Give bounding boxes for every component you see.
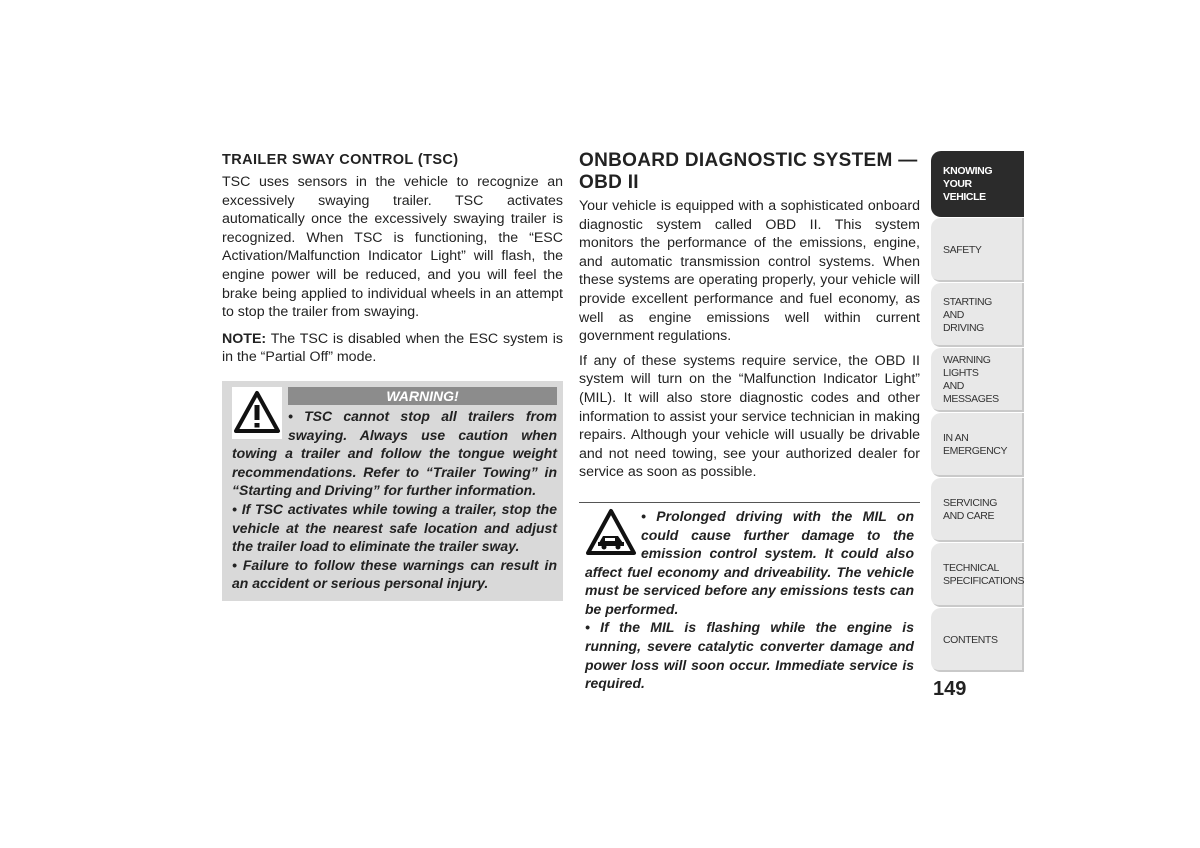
obd-heading: ONBOARD DIAGNOSTIC SYSTEM — OBD II [579,150,918,193]
tab-contents[interactable]: CONTENTS [931,608,1024,672]
warning-triangle-icon [232,387,282,439]
tsc-warning-box [222,381,563,601]
tab-warning-lights-and-messages[interactable]: WARNING LIGHTS AND MESSAGES [931,348,1024,412]
chapter-tabs [931,151,1024,673]
tab-knowing-your-vehicle[interactable]: KNOWING YOUR VEHICLE [931,151,1024,217]
tab-in-an-emergency[interactable]: IN AN EMERGENCY [931,413,1024,477]
warning-bullet: • TSC cannot stop all trailers from swaying. Always use caution when towing a trailer and follow the tongue weight recommendations. Refer to “Trailer Towing” in “Starting and Driving” for further information. [232,407,557,499]
right-column [579,150,920,697]
tab-safety[interactable]: SAFETY [931,218,1024,282]
tab-servicing-and-care[interactable]: SERVICING AND CARE [931,478,1024,542]
caution-bullet: • If the MIL is flashing while the engine is running, severe catalytic converter damage and power loss will soon occur. Immediate service is required. [585,619,914,692]
caution-bullet: • Prolonged driving with the MIL on could cause further damage to the emission control system. It could also affect fuel economy and driveability. The vehicle must be serviced before any emissions tests can be performed. [585,507,914,617]
note-label: NOTE: [222,330,267,347]
warning-bullet: • Failure to follow these warnings can result in an accident or serious personal injury. [232,556,557,592]
warning-bullet: • If TSC activates while towing a trailer, stop the vehicle at the nearest safe location and adjust the trailer load to eliminate the trailer sway. [232,500,557,555]
tsc-paragraph: TSC uses sensors in the vehicle to recognize an excessively swaying trailer. TSC activates automatically once the excessively swaying trailer is recognized. When TSC is functioning, the “ESC Activation/Malfunction Indicator Light” will flash, the engine power will be reduced, and you will feel the brake being applied to individual wheels in an attempt to stop the trailer from swaying. [222,174,563,321]
tab-technical-specifications[interactable]: TECHNICAL SPECIFICATIONS [931,543,1024,607]
obd-paragraph-2: If any of these systems require service, the OBD II system will turn on the “Malfunction Indicator Light” (MIL). It will also store diagnostic codes and other information to assist your service technician in making repairs. Although your vehicle will usually be drivable and not need towing, see your authorized dealer for service as soon as possible. [579,352,920,481]
note-text: The TSC is disabled when the ESC system is in the “Partial Off” mode. [222,330,563,366]
tsc-heading: TRAILER SWAY CONTROL (TSC) [222,152,459,168]
caution-car-triangle-icon [585,507,637,559]
mil-caution-box [579,502,920,697]
tsc-note [222,330,563,367]
left-column [222,150,563,601]
tab-starting-and-driving[interactable]: STARTING AND DRIVING [931,283,1024,347]
page-number: 149 [933,678,967,700]
warning-title: WARNING! [288,387,557,405]
obd-paragraph-1: Your vehicle is equipped with a sophisticated onboard diagnostic system called OBD II. This system monitors the performance of the emissions, engine, and automatic transmission control systems. When these systems are operating properly, your vehicle will provide excellent performance and fuel economy, as well as engine emissions well within current government regulations. [579,198,920,345]
